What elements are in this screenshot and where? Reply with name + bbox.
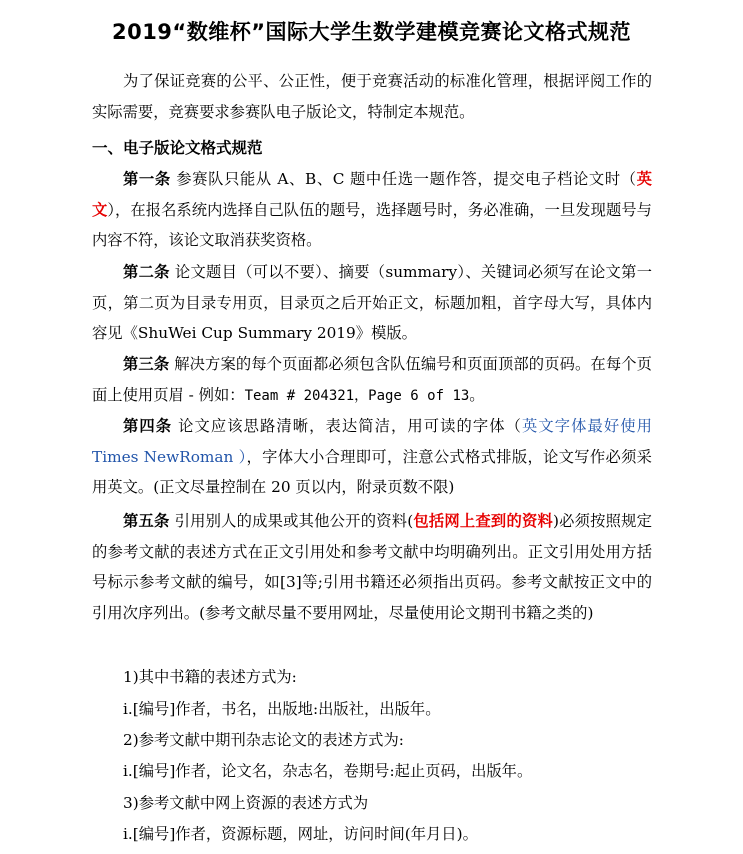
article-5 <box>92 506 652 628</box>
article-4-label: 第四条 <box>123 417 173 435</box>
article-5-text-a: 引用别人的成果或其他公开的资料( <box>169 512 414 530</box>
article-3-label: 第三条 <box>123 355 170 373</box>
article-4-text-a: 论文应该思路清晰，表达简洁，用可读的字体（ <box>172 417 523 435</box>
article-1-label: 第一条 <box>123 170 171 188</box>
article-5-label: 第五条 <box>123 512 170 530</box>
article-1-red-text: 英文 <box>92 170 652 219</box>
intro-paragraph: 为了保证竞赛的公平、公正性，便于竞赛活动的标准化管理，根据评阅工作的实际需要，竞赛要求参赛队电子版论文，特制定本规范。 <box>92 72 652 121</box>
article-4 <box>92 411 652 503</box>
article-3 <box>92 349 652 411</box>
article-1-text-b: ），在报名系统内选择自己队伍的题号，选择题号时，务必准确，一旦发现题号与内容不符，该论文取消获奖资格。 <box>92 200 652 249</box>
reference-line-5: 3)参考文献中网上资源的表述方式为 <box>123 794 369 812</box>
article-3-header-example: Team # 204321，Page 6 of 13 <box>244 387 470 404</box>
article-1 <box>92 164 652 256</box>
article-2-label: 第二条 <box>123 263 170 281</box>
document-title: 2019“数维杯”国际大学生数学建模竞赛论文格式规范 <box>111 20 632 44</box>
article-3-text-a: 解决方案的每个页面都必须包含队伍编号和页面顶部的页码。在每个页面上使用页眉 - 例如： <box>92 355 652 404</box>
section-heading: 一、电子版论文格式规范 <box>92 139 263 157</box>
article-3-text-b: 。 <box>469 385 485 404</box>
reference-line-4: i.[编号]作者，论文名，杂志名，卷期号:起止页码，出版年。 <box>123 762 533 780</box>
article-5-red-text: 包括网上查到的资料 <box>413 512 553 530</box>
article-5-text-b: )必须按照规定的参考文献的表述方式在正文引用处和参考文献中均明确列出。正文引用处用方括号标示参考文献的编号，如[3]等;引用书籍还必须指出页码。参考文献按正文中的引用次序列出。(参考文献尽量不要用网址，尽量使用论文期刊书籍之类的) <box>92 512 652 622</box>
reference-line-2: i.[编号]作者，书名，出版地:出版社，出版年。 <box>123 700 441 718</box>
article-2-text: 论文题目（可以不要）、摘要（summary）、关键词必须写在论文第一页，第二页为目录专用页，目录页之后开始正文，标题加粗，首字母大写，具体内容见《ShuWei Cup Summary 2019》模版。 <box>92 263 652 342</box>
reference-line-3: 2)参考文献中期刊杂志论文的表述方式为: <box>123 731 404 749</box>
article-1-text-a: 参赛队只能从 A、B、C 题中任选一题作答，提交电子档论文时（ <box>170 170 637 188</box>
reference-line-6: i.[编号]作者，资源标题，网址，访问时间(年月日)。 <box>123 825 478 843</box>
article-4-text-b: ，字体大小合理即可，注意公式格式排版，论文写作必须采用英文。(正文尽量控制在 20 页以内，附录页数不限) <box>92 447 652 496</box>
reference-line-1: 1)其中书籍的表述方式为: <box>123 668 297 686</box>
article-4-blue-text: 英文字体最好使用 Times NewRoman ） <box>92 417 652 466</box>
article-2 <box>92 257 652 349</box>
